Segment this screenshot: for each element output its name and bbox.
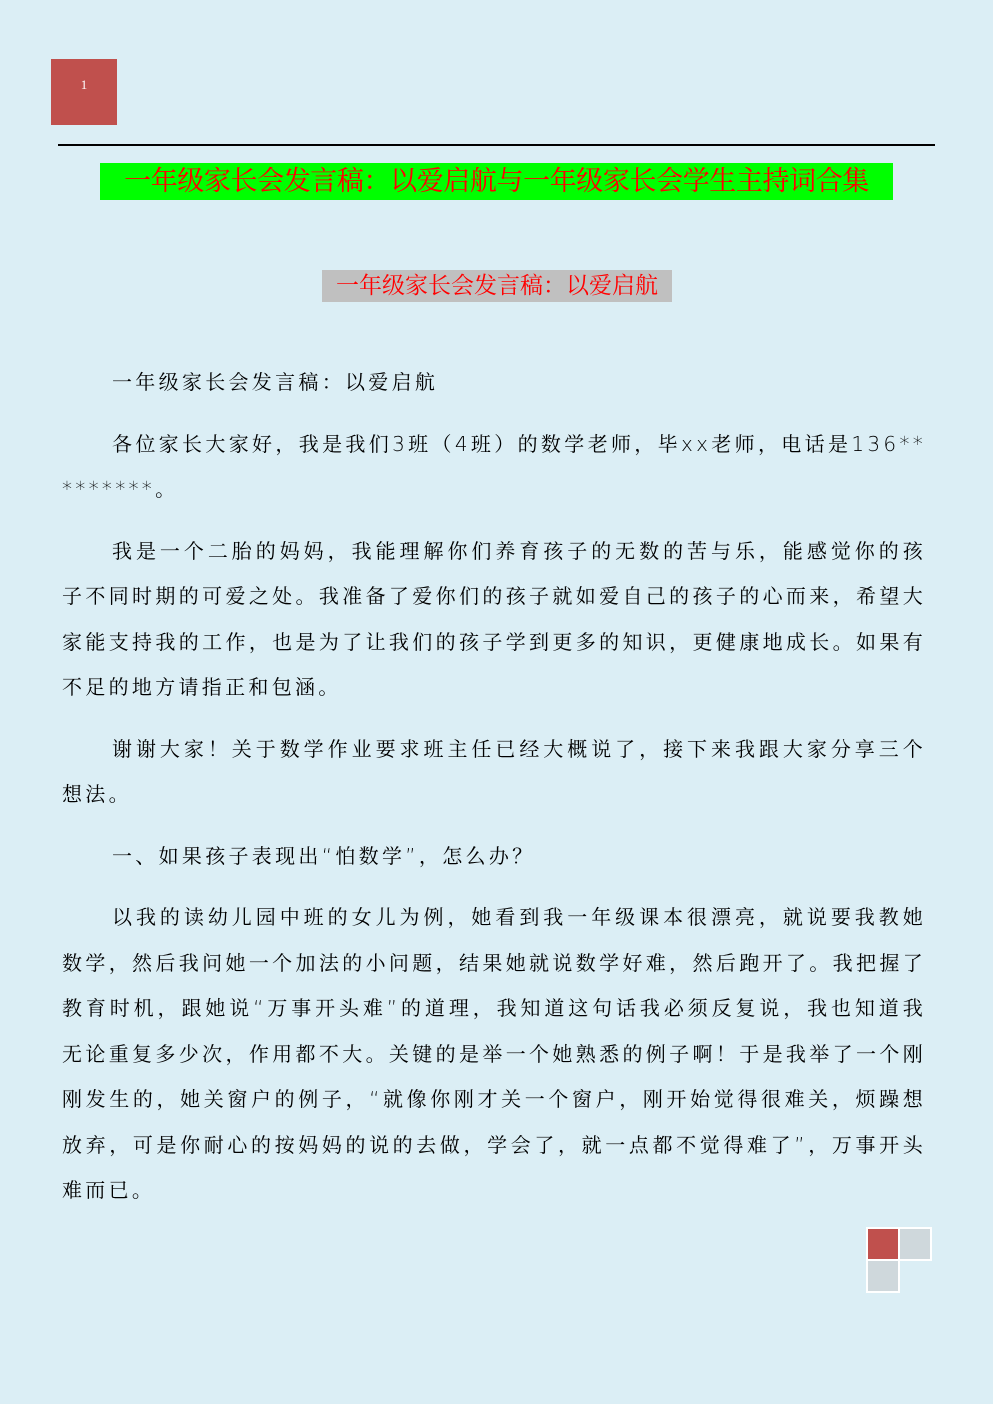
decoration-square-red xyxy=(866,1227,900,1261)
paragraph-greeting: 各位家长大家好，我是我们3班（4班）的数学老师，毕xx老师，电话是136*********。 xyxy=(62,431,926,501)
paragraph-thanks: 谢谢大家！关于数学作业要求班主任已经大概说了，接下来我跟大家分享三个想法。 xyxy=(62,736,926,806)
document-body xyxy=(62,360,926,1230)
header-divider xyxy=(58,144,935,146)
paragraph-point-one-heading: 一、如果孩子表现出“怕数学”，怎么办？ xyxy=(112,843,536,868)
document-title: 一年级家长会发言稿：以爱启航与一年级家长会学生主持词合集 xyxy=(100,163,893,200)
page-number: 1 xyxy=(80,77,88,92)
decoration-square-gray-right xyxy=(898,1227,932,1261)
paragraph-point-one-example: 以我的读幼儿园中班的女儿为例，她看到我一年级课本很漂亮，就说要我教她数学，然后我问她一个加法的小问题，结果她就说数学好难，然后跑开了。我把握了教育时机，跟她说“万事开头难”的道理，我知道这句话我必须反复说，我也知道我无论重复多少次，作用都不大。关键的是举一个她熟悉的例子啊！于是我举了一个刚刚发生的，她关窗户的例子，“就像你刚才关一个窗户，刚开始觉得很难关，烦躁想放弃，可是你耐心的按妈妈的说的去做，学会了，就一点都不觉得难了”，万事开头难而已。 xyxy=(62,905,926,1202)
paragraph-about-me: 我是一个二胎的妈妈，我能理解你们养育孩子的无数的苦与乐，能感觉你的孩子不同时期的可爱之处。我准备了爱你们的孩子就如爱自己的孩子的心而来，希望大家能支持我的工作，也是为了让我们的孩子学到更多的知识，更健康地成长。如果有不足的地方请指正和包涵。 xyxy=(62,538,926,699)
paragraph-intro-title: 一年级家长会发言稿：以爱启航 xyxy=(112,370,439,394)
corner-decoration xyxy=(866,1227,934,1295)
decoration-square-gray-bottom xyxy=(866,1259,900,1293)
section-heading: 一年级家长会发言稿：以爱启航 xyxy=(322,270,672,302)
page-number-badge xyxy=(51,59,117,125)
